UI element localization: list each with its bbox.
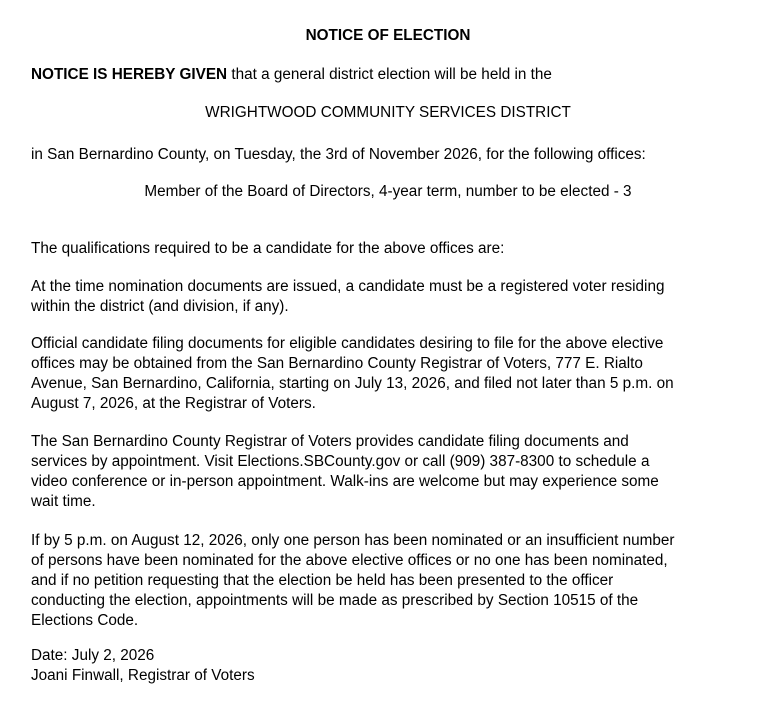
qualifications-line: At the time nomination documents are issued, a candidate must be a registered voter residing bbox=[31, 278, 665, 295]
filing-line: offices may be obtained from the San Bernardino County Registrar of Voters, 777 E. Rialto bbox=[31, 355, 643, 372]
appointment-line: If by 5 p.m. on August 12, 2026, only one person has been nominated or an insufficient number bbox=[31, 532, 675, 549]
office-line: Member of the Board of Directors, 4-year term, number to be elected - 3 bbox=[144, 183, 632, 200]
qualifications-line: within the district (and division, if any). bbox=[31, 298, 289, 315]
signature-line: Joani Finwall, Registrar of Voters bbox=[31, 667, 255, 684]
services-line: The San Bernardino County Registrar of Voters provides candidate filing documents and bbox=[31, 433, 629, 450]
intro-bold-text: NOTICE IS HEREBY GIVEN bbox=[31, 66, 228, 83]
location-line: in San Bernardino County, on Tuesday, the 3rd of November 2026, for the following offices: bbox=[31, 146, 646, 163]
qualifications-paragraph bbox=[31, 277, 751, 317]
notice-title: NOTICE OF ELECTION bbox=[305, 27, 471, 44]
filing-line: Avenue, San Bernardino, California, starting on July 13, 2026, and filed not later than 5 p.m. on bbox=[31, 375, 674, 392]
appointment-line: Elections Code. bbox=[31, 612, 139, 629]
filing-line: August 7, 2026, at the Registrar of Voters. bbox=[31, 395, 316, 412]
intro-paragraph bbox=[31, 65, 751, 85]
signature-block bbox=[31, 646, 751, 686]
services-line: wait time. bbox=[31, 493, 96, 510]
appointment-paragraph bbox=[31, 531, 751, 631]
qualifications-heading: The qualifications required to be a candidate for the above offices are: bbox=[31, 240, 505, 257]
appointment-line: and if no petition requesting that the election be held has been presented to the officer bbox=[31, 572, 614, 589]
filing-line: Official candidate filing documents for eligible candidates desiring to file for the above elective bbox=[31, 335, 664, 352]
appointment-line: conducting the election, appointments will be made as prescribed by Section 10515 of the bbox=[31, 592, 639, 609]
district-name: WRIGHTWOOD COMMUNITY SERVICES DISTRICT bbox=[205, 104, 571, 121]
appointment-line: of persons have been nominated for the above elective offices or no one has been nominated, bbox=[31, 552, 668, 569]
date-line: Date: July 2, 2026 bbox=[31, 647, 155, 664]
services-paragraph bbox=[31, 432, 751, 512]
services-line: video conference or in-person appointment. Walk-ins are welcome but may experience some bbox=[31, 473, 659, 490]
intro-text: that a general district election will be held in the bbox=[227, 66, 552, 83]
filing-paragraph bbox=[31, 334, 751, 414]
services-line: services by appointment. Visit Elections.SBCounty.gov or call (909) 387-8300 to schedule a bbox=[31, 453, 650, 470]
